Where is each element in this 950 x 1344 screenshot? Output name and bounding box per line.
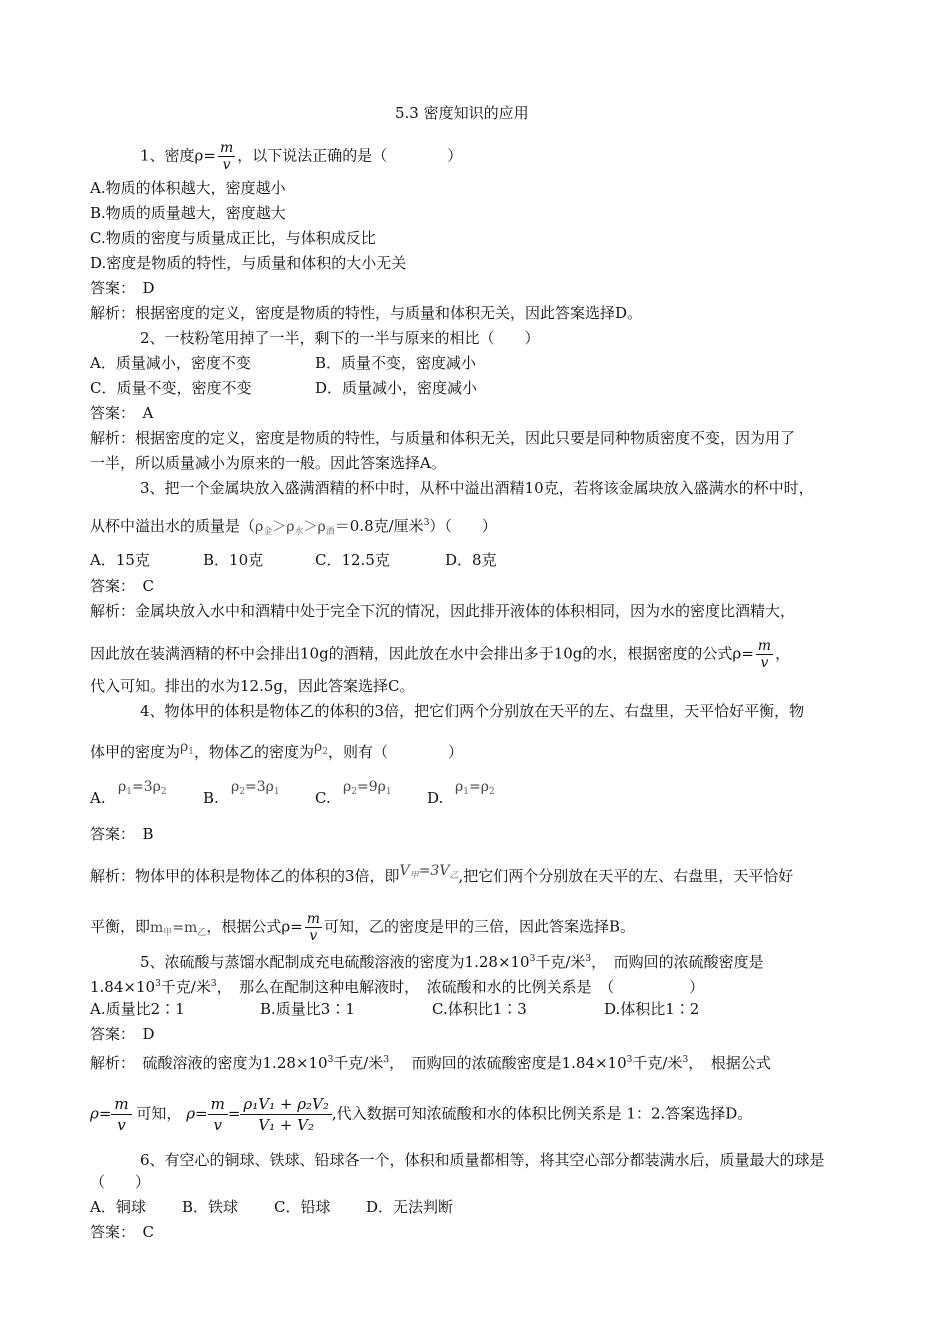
- f-op: =ρ: [468, 779, 489, 795]
- f-bs: 1: [385, 787, 392, 797]
- formula-2-fraction: [208, 1094, 228, 1135]
- cond-rho-a: ρ: [255, 519, 264, 535]
- sup-3: 3: [327, 1055, 334, 1065]
- question-6-stem-line-2: （ ）: [90, 1173, 151, 1191]
- m-sub-2: 乙: [197, 927, 207, 938]
- q3-analysis-line-1: 解析：金属块放入水中和酒精中处于完全下沉的情况，因此排开液体的体积相同，因为水的密度比酒精大，: [90, 602, 796, 620]
- q3-analysis-line-3: 代入可知。排出的水为12.5g，因此答案选择C。: [90, 677, 415, 695]
- f-bs: 2: [160, 787, 167, 797]
- q4-analysis-line-1: [90, 861, 793, 886]
- q3-option-a: A．15克: [90, 551, 150, 569]
- question-3-stem-line-1: 3、把一个金属块放入盛满酒精的杯中时，从杯中溢出酒精10克，若将该金属块放入盛满水的杯中时，: [140, 479, 814, 497]
- q2-option-c: C．质量不变，密度不变: [90, 379, 252, 397]
- q5-analysis-1e: ， 根据公式: [688, 1054, 771, 1072]
- q1-analysis: 解析：根据密度的定义，密度是物质的特性，与质量和体积无关，因此答案选择D。: [90, 304, 643, 322]
- q5-stem-1b: 千克/米: [535, 953, 586, 971]
- sup-3: 3: [682, 1055, 689, 1065]
- sup-3: 3: [585, 954, 592, 964]
- v-sub-2: 乙: [449, 871, 459, 881]
- page-title: 5.3 密度知识的应用: [395, 104, 529, 122]
- q6-answer: 答案： C: [90, 1223, 154, 1241]
- frac-num: m: [306, 911, 321, 927]
- q5-option-a: A.质量比2∶1: [90, 1000, 185, 1018]
- f-bs: 2: [488, 787, 495, 797]
- question-6-stem-line-1: 6、有空心的铜球、铁球、铅球各一个，体积和质量都相等，将其空心部分都装满水后，质量最大的球是: [140, 1151, 825, 1169]
- question-4-stem-line-2: [90, 737, 463, 762]
- density-condition: [255, 519, 335, 535]
- f-op: =3ρ: [244, 779, 274, 795]
- rho2-symbol: [314, 739, 328, 755]
- f1-den: v: [117, 1116, 126, 1134]
- q5-analysis-1b: 千克/米: [333, 1054, 384, 1072]
- f2-den: v: [213, 1116, 222, 1134]
- f-a: ρ: [455, 779, 464, 795]
- formula-2-mix-fraction: [240, 1094, 331, 1135]
- question-4-stem-line-1: 4、物体甲的体积是物体乙的体积的3倍，把它们两个分别放在天平的左、右盘里，天平恰好平衡，物: [140, 702, 805, 720]
- sup-3: 3: [210, 979, 217, 989]
- q5-analysis-1d: 千克/米: [632, 1054, 683, 1072]
- q3-stem-2b: ＝0.8克/厘米: [334, 517, 424, 535]
- q4-option-c-formula: [343, 777, 392, 802]
- volume-relation: [400, 863, 459, 879]
- f-a: ρ: [343, 779, 352, 795]
- question-1-stem: [140, 140, 462, 173]
- q4-analysis-line-2: [90, 911, 635, 944]
- frac-den: v: [222, 157, 231, 173]
- frac-num: m: [757, 638, 772, 654]
- cond-sub-c: 酒: [325, 527, 335, 537]
- frac-den: v: [309, 928, 318, 944]
- q5-analysis-line-1: [90, 1050, 771, 1073]
- sup-3: 3: [383, 1055, 390, 1065]
- frac-num: m: [219, 140, 234, 156]
- q5-option-b: B.质量比3∶1: [260, 1000, 355, 1018]
- q5-answer: 答案： D: [90, 1025, 155, 1043]
- q2-analysis-line-1: 解析：根据密度的定义，密度是物质的特性，与质量和体积无关，因此只要是同种物质密度不变，因为用了: [90, 429, 796, 447]
- f2-den2: V₁ + V₂: [258, 1116, 315, 1134]
- q5-stem-2a: 1.84×10: [90, 978, 156, 996]
- rho1: ρ: [180, 739, 189, 755]
- q1-option-c: C.物质的密度与质量成正比，与体积成反比: [90, 229, 376, 247]
- question-2-stem: 2、一枝粉笔用掉了一半，剩下的一半与原来的相比（ ）: [140, 329, 540, 347]
- q5-stem-2b: 千克/米: [160, 978, 211, 996]
- q2-option-b: B．质量不变，密度减小: [315, 354, 477, 372]
- density-fraction: [305, 911, 322, 944]
- q4-analysis-2c: 可知，乙的密度是甲的三倍，因此答案选择B。: [324, 917, 636, 936]
- rho2-sub: 2: [322, 747, 328, 757]
- v: V: [399, 863, 410, 879]
- q3-option-d: D．8克: [445, 551, 497, 569]
- f-a: ρ: [118, 779, 127, 795]
- q5-analysis-line-2: [90, 1094, 752, 1135]
- q4-stem-2c: ，则有（ ）: [327, 743, 463, 761]
- q2-option-a: A．质量减小，密度不变: [90, 354, 251, 372]
- q3-analysis-2b: ，: [775, 644, 791, 663]
- sup-3: 3: [626, 1055, 633, 1065]
- q5-stem-1a: 5、浓硫酸与蒸馏水配制成充电硫酸溶液的密度为1.28×10: [140, 953, 530, 971]
- q2-analysis-line-2: 一半，所以质量减小为原来的一般。因此答案选择A。: [90, 454, 446, 472]
- q3-analysis-2a: 因此放在装满酒精的杯中会排出10g的酒精，因此放在水中会排出多于10g的水，根据密度的公式ρ=: [90, 644, 754, 663]
- f-op: =3ρ: [131, 779, 161, 795]
- v-mid: =3V: [418, 863, 450, 879]
- q6-option-b: B．铁球: [182, 1198, 239, 1216]
- q4-option-d-label: D.: [427, 789, 444, 807]
- q4-stem-2a: 体甲的密度为: [90, 743, 181, 761]
- sup-3: 3: [155, 979, 161, 989]
- q4-stem-2b: ，物体乙的密度为: [193, 743, 314, 761]
- q3-stem-2c: ）（ ）: [429, 517, 497, 535]
- f2-num2: ρ₁V₁ + ρ₂V₂: [240, 1094, 331, 1115]
- q4-analysis-2a: 平衡，即: [90, 917, 151, 936]
- v-sub-1: 甲: [409, 871, 419, 881]
- q3-option-c: C．12.5克: [315, 551, 390, 569]
- question-5-stem-line-2: [90, 974, 704, 997]
- f-as: 2: [351, 787, 357, 797]
- f-a: ρ: [231, 779, 240, 795]
- density-fraction: [756, 638, 773, 671]
- m-sub-1: 甲: [163, 927, 173, 938]
- rho1-sub: 1: [188, 747, 194, 757]
- q3-option-b: B．10克: [203, 551, 264, 569]
- f1-num: m: [111, 1094, 131, 1115]
- m-mid: =m: [172, 919, 198, 936]
- q6-option-c: C．铅球: [274, 1198, 331, 1216]
- q4-answer: 答案： B: [90, 825, 154, 843]
- q5-analysis-2a: 可知，: [136, 1104, 182, 1123]
- q5-option-d: D.体积比1∶2: [604, 1000, 700, 1018]
- rho2: ρ: [314, 739, 323, 755]
- q2-answer: 答案： A: [90, 404, 154, 422]
- cond-sub-b: 水: [294, 527, 304, 537]
- rho1-symbol: [180, 739, 194, 755]
- f-bs: 1: [273, 787, 280, 797]
- formula-1-fraction: [111, 1094, 131, 1135]
- q4-option-b-label: B.: [203, 789, 219, 807]
- question-3-stem-line-2: [90, 513, 497, 542]
- f-op: =9ρ: [356, 779, 386, 795]
- q4-option-b-formula: [231, 777, 280, 802]
- f-as: 1: [463, 787, 469, 797]
- q1-option-d: D.密度是物质的特性，与质量和体积的大小无关: [90, 254, 407, 272]
- f2-num: m: [208, 1094, 228, 1115]
- sup-3: 3: [529, 954, 536, 964]
- formula-2-lhs: ρ=: [186, 1104, 208, 1123]
- q2-option-d: D．质量减小，密度减小: [315, 379, 478, 397]
- q6-option-d: D．无法判断: [366, 1198, 454, 1216]
- q1-answer: 答案： D: [90, 279, 155, 297]
- q5-analysis-2b: ,代入数据可知浓硫酸和水的体积比例关系是 1：2.答案选择D。: [331, 1104, 753, 1123]
- frac-den: v: [760, 655, 769, 671]
- q4-option-a-label: A.: [90, 789, 106, 807]
- q4-analysis-1a: 解析：物体甲的体积是物体乙的体积的3倍，即: [90, 867, 400, 885]
- q5-analysis-1a: 解析： 硫酸溶液的密度为1.28×10: [90, 1054, 328, 1072]
- q4-analysis-1b: ,把它们两个分别放在天平的左、右盘里，天平恰好: [458, 867, 794, 885]
- q1-option-a: A.物质的体积越大，密度越小: [90, 179, 286, 197]
- q5-option-c: C.体积比1∶3: [432, 1000, 527, 1018]
- formula-2-eq: =: [227, 1104, 241, 1123]
- m: m: [150, 919, 164, 936]
- q5-stem-2c: ， 那么在配制这种电解液时， 浓硫酸和水的比例关系是 （ ）: [216, 978, 705, 996]
- q4-option-c-label: C.: [315, 789, 331, 807]
- q3-stem-2a: 从杯中溢出水的质量是（: [90, 517, 256, 535]
- q1-stem-b: ，以下说法正确的是（ ）: [237, 146, 463, 165]
- q3-answer: 答案： C: [90, 577, 154, 595]
- cond-sub-a: 金: [263, 527, 273, 537]
- f-as: 2: [239, 787, 245, 797]
- formula-1-lhs: ρ=: [90, 1104, 112, 1123]
- q1-stem-a: 1、密度ρ=: [140, 146, 216, 165]
- q5-analysis-1c: ， 而购回的浓硫酸密度是1.84×10: [389, 1054, 627, 1072]
- q3-sup: 3: [423, 518, 430, 528]
- q1-option-b: B.物质的质量越大，密度越大: [90, 204, 286, 222]
- q4-option-a-formula: [118, 777, 167, 802]
- f-as: 1: [126, 787, 132, 797]
- q4-analysis-2b: ，根据公式ρ=: [206, 917, 303, 936]
- q4-option-d-formula: [455, 777, 495, 802]
- q6-option-a: A．铜球: [90, 1198, 146, 1216]
- density-fraction: [218, 140, 235, 173]
- cond-rho-c: ＞ρ: [303, 519, 326, 535]
- q5-stem-1c: ， 而购回的浓硫酸密度是: [591, 953, 764, 971]
- cond-rho-b: ＞ρ: [272, 519, 295, 535]
- mass-relation: [150, 920, 206, 936]
- question-5-stem-line-1: [140, 949, 764, 972]
- q3-analysis-line-2: [90, 638, 790, 671]
